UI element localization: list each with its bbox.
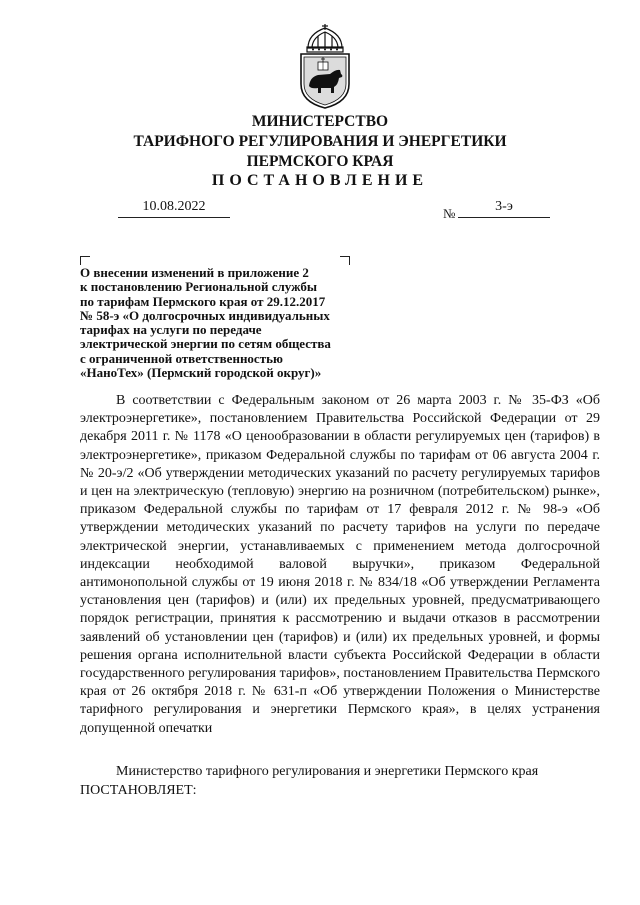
subject-line: с ограниченной ответственностью: [80, 350, 283, 366]
subject-bracket-right: [340, 256, 350, 265]
document-date: 10.08.2022: [118, 199, 230, 218]
ministry-line: ПЕРМСКОГО КРАЯ: [246, 153, 394, 170]
resolve-line: Министерство тарифного регулирования и энергетики Пермского края: [116, 764, 539, 779]
resolve-word: ПОСТАНОВЛЯЕТ:: [80, 782, 197, 798]
resolution-paragraph: [80, 763, 600, 800]
subject-line: к постановлению Региональной службы: [80, 279, 318, 295]
document-number: 3-э: [458, 199, 550, 218]
subject-line: тарифах на услуги по передаче: [80, 322, 262, 338]
document-subject: [80, 266, 380, 380]
subject-line: О внесении изменений в приложение 2: [80, 265, 309, 280]
subject-line: по тарифам Пермского края от 29.12.2017: [80, 293, 326, 309]
subject-line: № 58-э «О долгосрочных индивидуальных: [80, 307, 330, 323]
subject-line: электрической энергии по сетям общества: [80, 336, 331, 352]
preamble-paragraph: В соответствии с Федеральным законом от 26 марта 2003 г. № 35-ФЗ «Об электроэнергетике», постановлением Правительства Российской Федерации от 29 декабря 2011 г. № 1178 «О ценообразовании в области регулируемых цен (тарифов) в электроэнергетике», приказом Федеральной службы по тарифам от 06 августа 2004 г. № 20-э/2 «Об утверждении методических указаний по расчету регулируемых тарифов и цен на электрическую (тепловую) энергию на розничном (потребительском) рынке», приказом Федеральной службы по тарифам от 17 февраля 2012 г. № 98-э «Об утверждении методических указаний по расчету тарифов на услуги по передаче электрической энергии, устанавливаемых с применением метода долгосрочной индексации необходимой валовой выручки», приказом Федеральной антимонопольной службы от 19 июня 2018 г. № 834/18 «Об утверждении Регламента установления цен (тарифов) и (или) их предельных уровней, предусматривающего порядок регистрации, принятия к рассмотрению и выдачи отказов в рассмотрении заявлений об установлении цен (тарифов) и (или) их предельных уровней, и формы решения органа исполнительной власти субъекта Российской Федерации в области государственного регулирования тарифов», постановлением Правительства Пермского края от 26 октября 2018 г. № 631-п «Об утверждении Положения о Министерстве тарифного регулирования и энергетики Пермского края», в целях устранения допущенной опечатки: [80, 393, 600, 736]
number-sign: №: [443, 206, 456, 221]
ministry-name: [0, 112, 640, 172]
coat-of-arms-icon: [294, 22, 356, 110]
subject-line: «НаноТех» (Пермский городской округ)»: [80, 365, 322, 381]
ministry-line: ТАРИФНОГО РЕГУЛИРОВАНИЯ И ЭНЕРГЕТИКИ: [133, 133, 507, 150]
document-type: ПОСТАНОВЛЕНИЕ: [211, 172, 429, 189]
subject-bracket-left: [80, 256, 90, 265]
ministry-line: МИНИСТЕРСТВО: [251, 113, 389, 130]
